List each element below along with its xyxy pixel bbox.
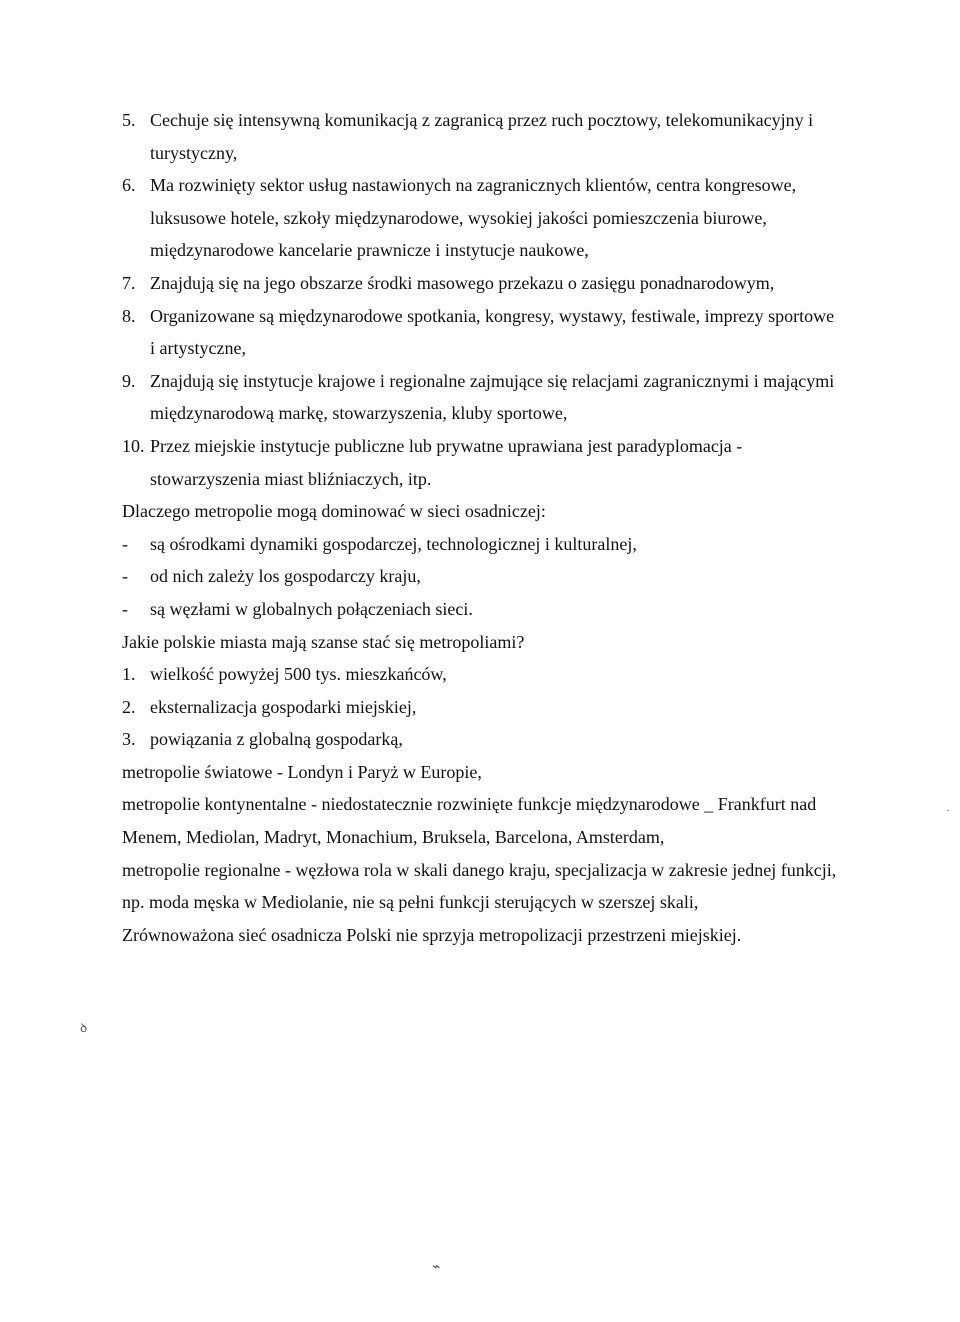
list-number: 1.: [122, 664, 136, 685]
list-text: Cechuje się intensywną komunikacją z zagranicą przez ruch pocztowy, telekomunikacyjny i turystyczny,: [150, 110, 814, 163]
list-text: Organizowane są międzynarodowe spotkania, kongresy, wystawy, festiwale, imprezy sportowe i artystyczne,: [150, 305, 835, 359]
list-number: 10.: [122, 435, 145, 456]
paragraph: Zrównoważona sieć osadnicza Polski nie sprzyja metropolizacji przestrzeni miejskiej.: [122, 924, 742, 945]
list-item: [122, 723, 842, 756]
scan-mark: ꝺ: [80, 1021, 88, 1035]
list-text: powiązania z globalną gospodarką,: [150, 729, 403, 750]
dash-list-item: [122, 560, 842, 593]
list-number: 3.: [122, 729, 136, 750]
list-number: 7.: [122, 272, 136, 293]
scan-mark: ·: [946, 803, 950, 817]
paragraph: metropolie światowe - Londyn i Paryż w Europie,: [122, 761, 482, 782]
paragraph: metropolie regionalne - węzłowa rola w skali danego kraju, specjalizacja w zakresie jednej funkcji, np. moda męska w Mediolanie, nie są pełni funkcji sterujących w szerszej skali,: [122, 859, 837, 913]
dash-list-text: są ośrodkami dynamiki gospodarczej, technologicznej i kulturalnej,: [150, 533, 637, 554]
list-item: [122, 430, 842, 495]
list-text: Przez miejskie instytucje publiczne lub prywatne uprawiana jest paradyplomacja - stowarzyszenia miast bliźniaczych, itp.: [150, 435, 743, 489]
list-item: [122, 691, 842, 724]
dash-bullet: -: [122, 566, 128, 587]
scan-mark: ⌁: [432, 1260, 441, 1275]
dash-list-text: są węzłami w globalnych połączeniach sieci.: [150, 598, 473, 619]
dash-list-text: od nich zależy los gospodarczy kraju,: [150, 566, 421, 587]
list-number: 5.: [122, 110, 136, 130]
list-item: [122, 267, 842, 300]
list-item: [122, 658, 842, 691]
dash-bullet: -: [122, 598, 128, 619]
list-number: 8.: [122, 305, 136, 326]
list-text: Znajdują się instytucje krajowe i regionalne zajmujące się relacjami zagranicznymi i mającymi międzynarodową markę, stowarzyszenia, kluby sportowe,: [150, 370, 835, 424]
list-item: [122, 104, 842, 169]
list-number: 2.: [122, 696, 136, 717]
dash-list-item: [122, 528, 842, 561]
dash-list-item: [122, 593, 842, 626]
list-item: [122, 300, 842, 365]
list-text: eksternalizacja gospodarki miejskiej,: [150, 696, 417, 717]
question-heading: Dlaczego metropolie mogą dominować w sieci osadniczej:: [122, 501, 546, 522]
list-text: Znajdują się na jego obszarze środki masowego przekazu o zasięgu ponadnarodowym,: [150, 272, 775, 293]
list-item: [122, 169, 842, 267]
document-body: [122, 104, 842, 951]
list-item: [122, 365, 842, 430]
dash-bullet: -: [122, 533, 128, 554]
list-text: Ma rozwinięty sektor usług nastawionych na zagranicznych klientów, centra kongresowe, luksusowe hotele, szkoły międzynarodowe, wysokiej jakości pomieszczenia biurowe, międzynarodowe kancelarie prawnicze i instytucje naukowe,: [150, 175, 797, 261]
list-number: 9.: [122, 370, 136, 391]
paragraph: metropolie kontynentalne - niedostatecznie rozwinięte funkcje międzynarodowe _ Frankfurt nad Menem, Mediolan, Madryt, Monachium, Bruksela, Barcelona, Amsterdam,: [122, 794, 817, 848]
question-heading: Jakie polskie miasta mają szanse stać się metropoliami?: [122, 631, 525, 652]
list-text: wielkość powyżej 500 tys. mieszkańców,: [150, 664, 447, 685]
list-number: 6.: [122, 175, 136, 196]
